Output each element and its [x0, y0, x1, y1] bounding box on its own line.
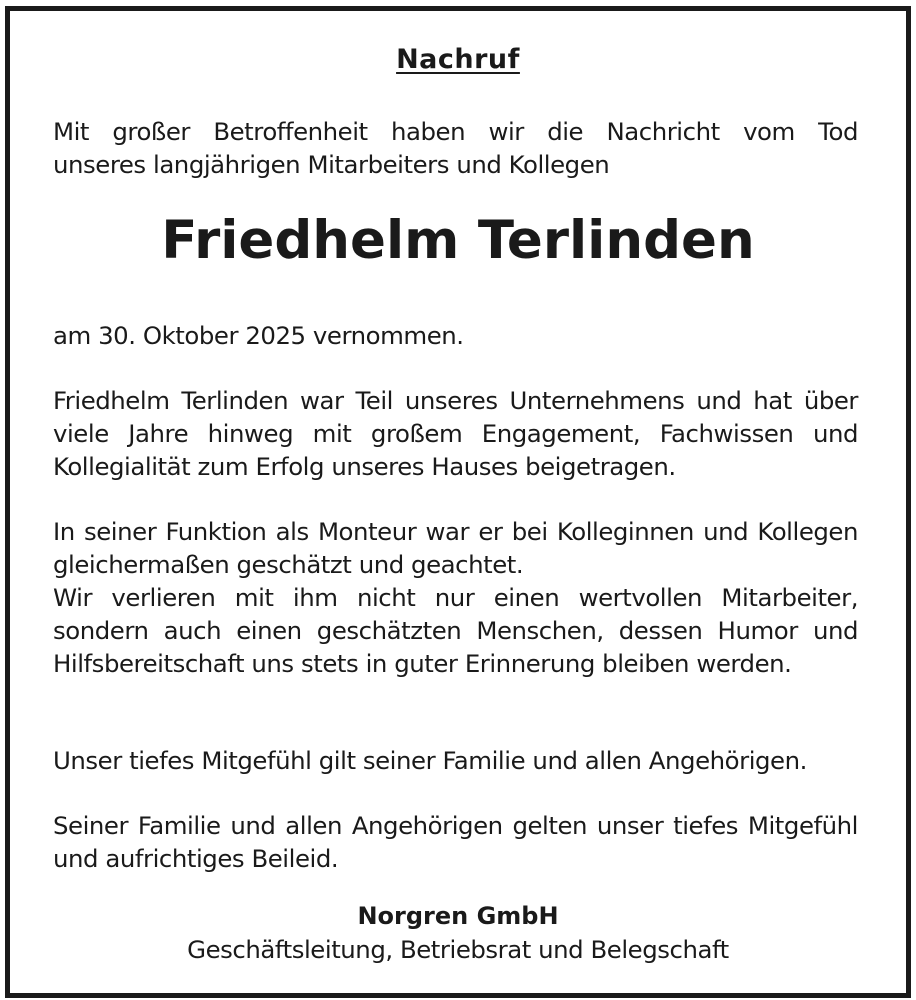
- paragraph-condolence: Seiner Familie und allen Angehörigen gelten unser tiefes Mitgefühl und aufrichtiges Beileid.: [53, 811, 858, 873]
- intro-line-1: Mit großer Betroffenheit haben wir die Nachricht vom Tod: [53, 117, 858, 146]
- signature-company: Norgren GmbH: [357, 902, 559, 930]
- paragraph-loss: Wir verlieren mit ihm nicht nur einen wertvollen Mitarbeiter, sondern auch einen geschätzten Menschen, dessen Humor und Hilfsbereitschaft uns stets in guter Erinnerung bleiben werden.: [53, 583, 858, 678]
- paragraph-sympathy: Unser tiefes Mitgefühl gilt seiner Familie und allen Angehörigen.: [53, 746, 807, 775]
- signature-subtitle: Geschäftsleitung, Betriebsrat und Belegschaft: [187, 935, 729, 964]
- date-line: am 30. Oktober 2025 vernommen.: [53, 321, 464, 350]
- paragraph-role: In seiner Funktion als Monteur war er bei Kolleginnen und Kollegen gleichermaßen geschätzt und geachtet.: [53, 517, 858, 579]
- paragraph-contribution: Friedhelm Terlinden war Teil unseres Unternehmens und hat über viele Jahre hinweg mit großem Engagement, Fachwissen und Kollegialität zum Erfolg unseres Hauses beigetragen.: [53, 386, 858, 481]
- deceased-name: Friedhelm Terlinden: [161, 210, 755, 271]
- intro-line-2: unseres langjährigen Mitarbeiters und Kollegen: [53, 150, 610, 179]
- intro-text: [53, 115, 858, 181]
- notice-title: Nachruf: [396, 44, 520, 75]
- obituary-notice-frame: [5, 6, 911, 998]
